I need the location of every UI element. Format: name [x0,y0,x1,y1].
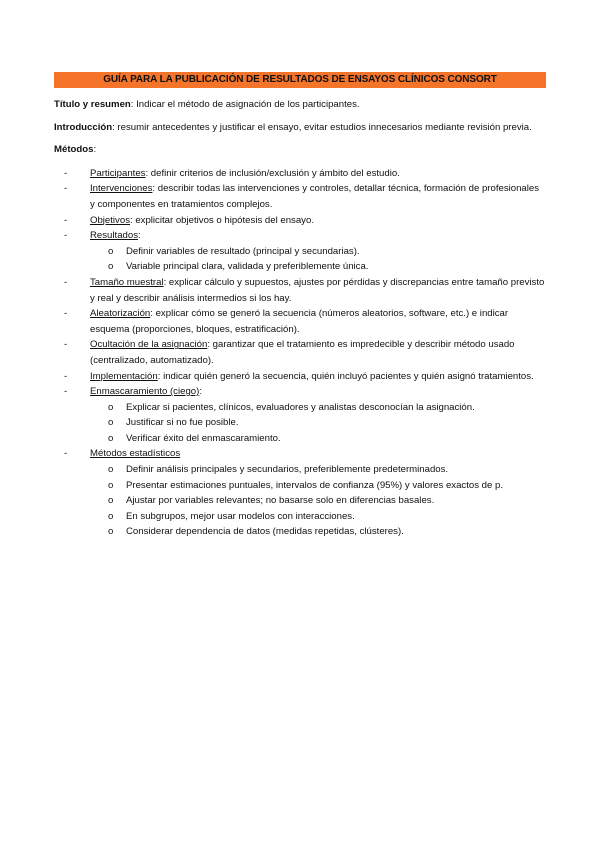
dash-bullet: - [64,167,68,179]
item-label: Métodos estadísticos [90,448,181,460]
circle-bullet: o [108,245,114,257]
item-label: Participantes [90,167,146,179]
sub-item-text: Verificar éxito del enmascaramiento. [126,432,281,444]
dash-bullet: - [64,386,68,398]
dash-bullet: - [64,448,68,460]
item-label: Implementación [90,370,158,382]
metodos-label: Métodos [54,144,94,156]
methods-list-item [54,306,546,337]
sub-item-text: Definir análisis principales y secundarios, preferiblemente predeterminados. [126,464,449,476]
item-text: : explicar cómo se generó la secuencia (números aleatorios, software, etc.) e indicar esquema (proporciones, bloques, estratificación). [90,308,509,335]
circle-bullet: o [108,464,114,476]
item-text: : definir criterios de inclusión/exclusión y ámbito del estudio. [145,167,400,179]
sub-item-text: Justificar si no fue posible. [126,417,239,429]
dash-bullet: - [64,183,68,195]
methods-list-item [54,446,546,462]
sub-list [54,244,546,275]
methods-list-item [54,337,546,368]
circle-bullet: o [108,261,114,273]
sub-list-item [54,462,546,478]
item-text: : indicar quién generó la secuencia, quién incluyó pacientes y quién asignó tratamientos. [157,370,534,382]
item-label: Intervenciones [90,183,153,195]
dash-bullet: - [64,276,68,288]
methods-list [54,166,546,540]
sub-item-text: En subgrupos, mejor usar modelos con interacciones. [126,510,355,522]
titulo-label: Título y resumen [54,99,131,110]
item-text: : describir todas las intervenciones y controles, detallar técnica, formación de profesionales y componentes en tratamientos complejos. [90,183,540,210]
methods-list-item [54,275,546,306]
circle-bullet: o [108,417,114,429]
titulo-paragraph [54,97,546,113]
circle-bullet: o [108,432,114,444]
circle-bullet: o [108,510,114,522]
sub-list-item [54,524,546,540]
sub-item-text: Considerar dependencia de datos (medidas repetidas, clústeres). [126,526,404,538]
sub-list-item [54,415,546,431]
dash-bullet: - [64,214,68,226]
item-text: : [138,230,141,242]
sub-item-text: Ajustar por variables relevantes; no basarse solo en diferencias basales. [126,495,435,507]
item-text: : explicar cálculo y supuestos, ajustes por pérdidas y discrepancias entre tamaño previsto y real y describir análisis intermedios si los hay. [90,276,545,304]
intro-text: : resumir antecedentes y justificar el ensayo, evitar estudios innecesarios mediante revisión previa. [112,121,532,133]
item-label: Tamaño muestral [90,276,164,288]
item-label: Enmascaramiento (ciego) [90,386,200,398]
item-text: : garantizar que el tratamiento es impredecible y describir método usado (centralizado, automatizado). [90,339,515,366]
circle-bullet: o [108,495,114,507]
sub-list-item [54,431,546,447]
titulo-text: : Indicar el método de asignación de los participantes. [130,99,360,110]
methods-list-item [54,213,546,229]
sub-item-text: Presentar estimaciones puntuales, intervalos de confianza (95%) y valores exactos de p. [126,479,504,491]
sub-list-item [54,509,546,525]
circle-bullet: o [108,479,114,491]
sub-item-text: Variable principal clara, validada y preferiblemente única. [126,261,369,273]
metodos-colon: : [93,144,97,156]
sub-item-text: Definir variables de resultado (principal y secundarias). [126,245,360,257]
dash-bullet: - [64,339,68,351]
methods-list-item [54,369,546,385]
item-label: Aleatorización [90,308,151,320]
item-label: Resultados [90,230,138,242]
metodos-heading [54,142,546,158]
methods-list-item [54,228,546,244]
sub-list-item [54,493,546,509]
dash-bullet: - [64,308,68,320]
sub-list [54,462,546,540]
item-text: : [199,386,202,398]
sub-list-item [54,478,546,494]
methods-list-item [54,166,546,182]
page-title-banner: GUÍA PARA LA PUBLICACIÓN DE RESULTADOS DE ENSAYOS CLÍNICOS CONSORT [54,72,546,88]
item-label: Ocultación de la asignación [90,339,208,351]
item-label: Objetivos [90,214,130,226]
sub-item-text: Explicar si pacientes, clínicos, evaluadores y analistas desconocían la asignación. [126,401,475,413]
document-page [54,72,546,540]
intro-paragraph [54,120,546,136]
methods-list-item [54,384,546,400]
intro-label: Introducción [54,121,113,133]
sub-list [54,400,546,447]
methods-list-item [54,181,546,212]
sub-list-item [54,400,546,416]
dash-bullet: - [64,370,68,382]
sub-list-item [54,259,546,275]
circle-bullet: o [108,526,114,538]
dash-bullet: - [64,230,68,242]
sub-list-item [54,244,546,260]
circle-bullet: o [108,401,114,413]
item-text: : explicitar objetivos o hipótesis del ensayo. [130,214,314,226]
